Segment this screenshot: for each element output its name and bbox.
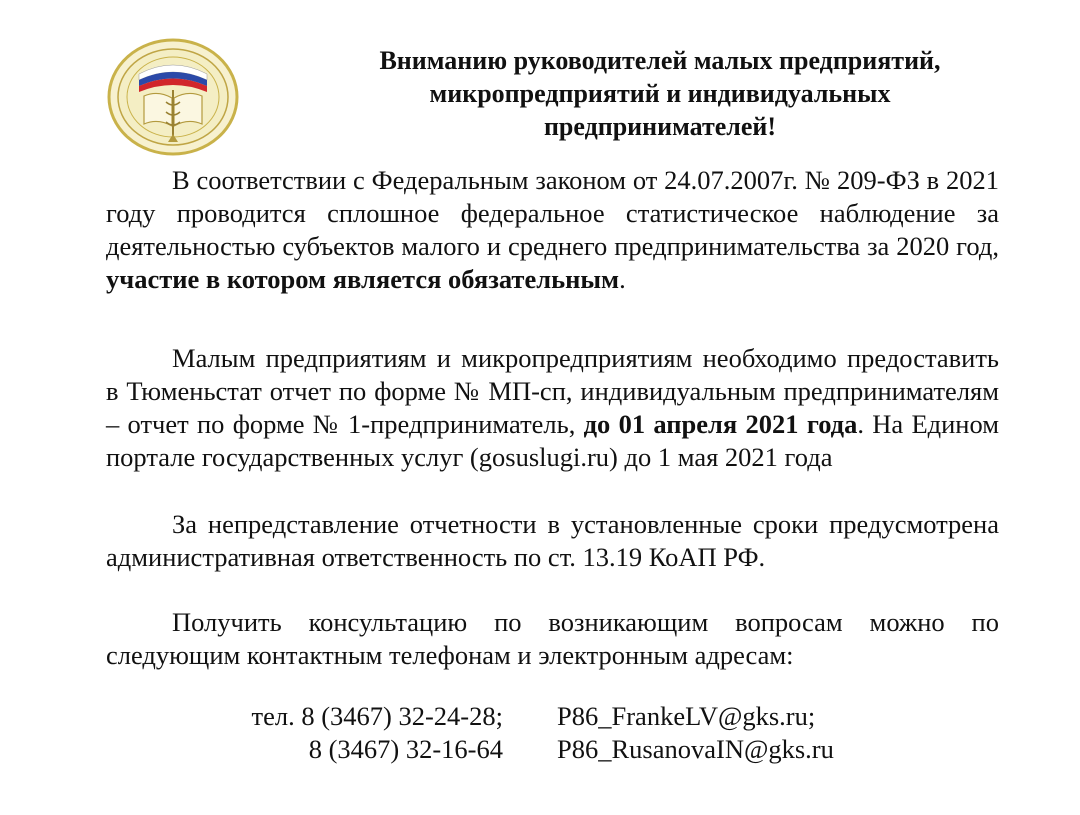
- paragraph-liability: За непредставление отчетности в установленные сроки предусмотрена административная ответственность по ст. 13.19 КоАП РФ.: [106, 509, 999, 572]
- contact-row: [106, 700, 999, 733]
- contact-phone: тел. 8 (3467) 32-24-28;: [251, 701, 503, 731]
- title-line-3: предпринимателей!: [543, 112, 777, 141]
- paragraph-2-end: . На Едином портале государственных услуг (gosuslugi.ru) до 1 мая 2021 года: [106, 409, 999, 472]
- paragraph-consultation: Получить консультацию по возникающим вопросам можно по следующим контактным телефонам и электронным адресам:: [106, 607, 999, 670]
- paragraph-reporting-forms: [106, 342, 999, 474]
- contact-email: P86_FrankeLV@gks.ru;: [557, 701, 816, 731]
- paragraph-2-text: Малым предприятиям и микропредприятиям необходимо предоставить в Тюменьстат отчет по форме № МП-сп, индивидуальным предпринимателям – отчет по форме № 1-предприниматель,: [106, 343, 999, 439]
- title-line-1: Вниманию руководителей малых предприятий,: [379, 46, 941, 75]
- mandatory-participation-text: участие в котором является обязательным: [106, 264, 620, 294]
- contact-row: [106, 733, 999, 766]
- deadline-text: до 01 апреля 2021 года: [583, 409, 858, 439]
- paragraph-1-end: .: [619, 264, 626, 294]
- paragraph-federal-law: [106, 164, 999, 296]
- rosstat-emblem-icon: [106, 38, 240, 156]
- title-line-2: микропредприятий и индивидуальных: [429, 79, 891, 108]
- contact-email: P86_RusanovaIN@gks.ru: [557, 734, 834, 764]
- notice-title: [330, 44, 990, 143]
- paragraph-1-text: В соответствии с Федеральным законом от 24.07.2007г. № 209-ФЗ в 2021 году проводится сплошное федеральное статистическое наблюдение за деятельностью субъектов малого и среднего предпринимательства за 2020 год,: [106, 165, 999, 261]
- contacts-list: [106, 700, 999, 766]
- contact-phone: 8 (3467) 32-16-64: [308, 734, 503, 764]
